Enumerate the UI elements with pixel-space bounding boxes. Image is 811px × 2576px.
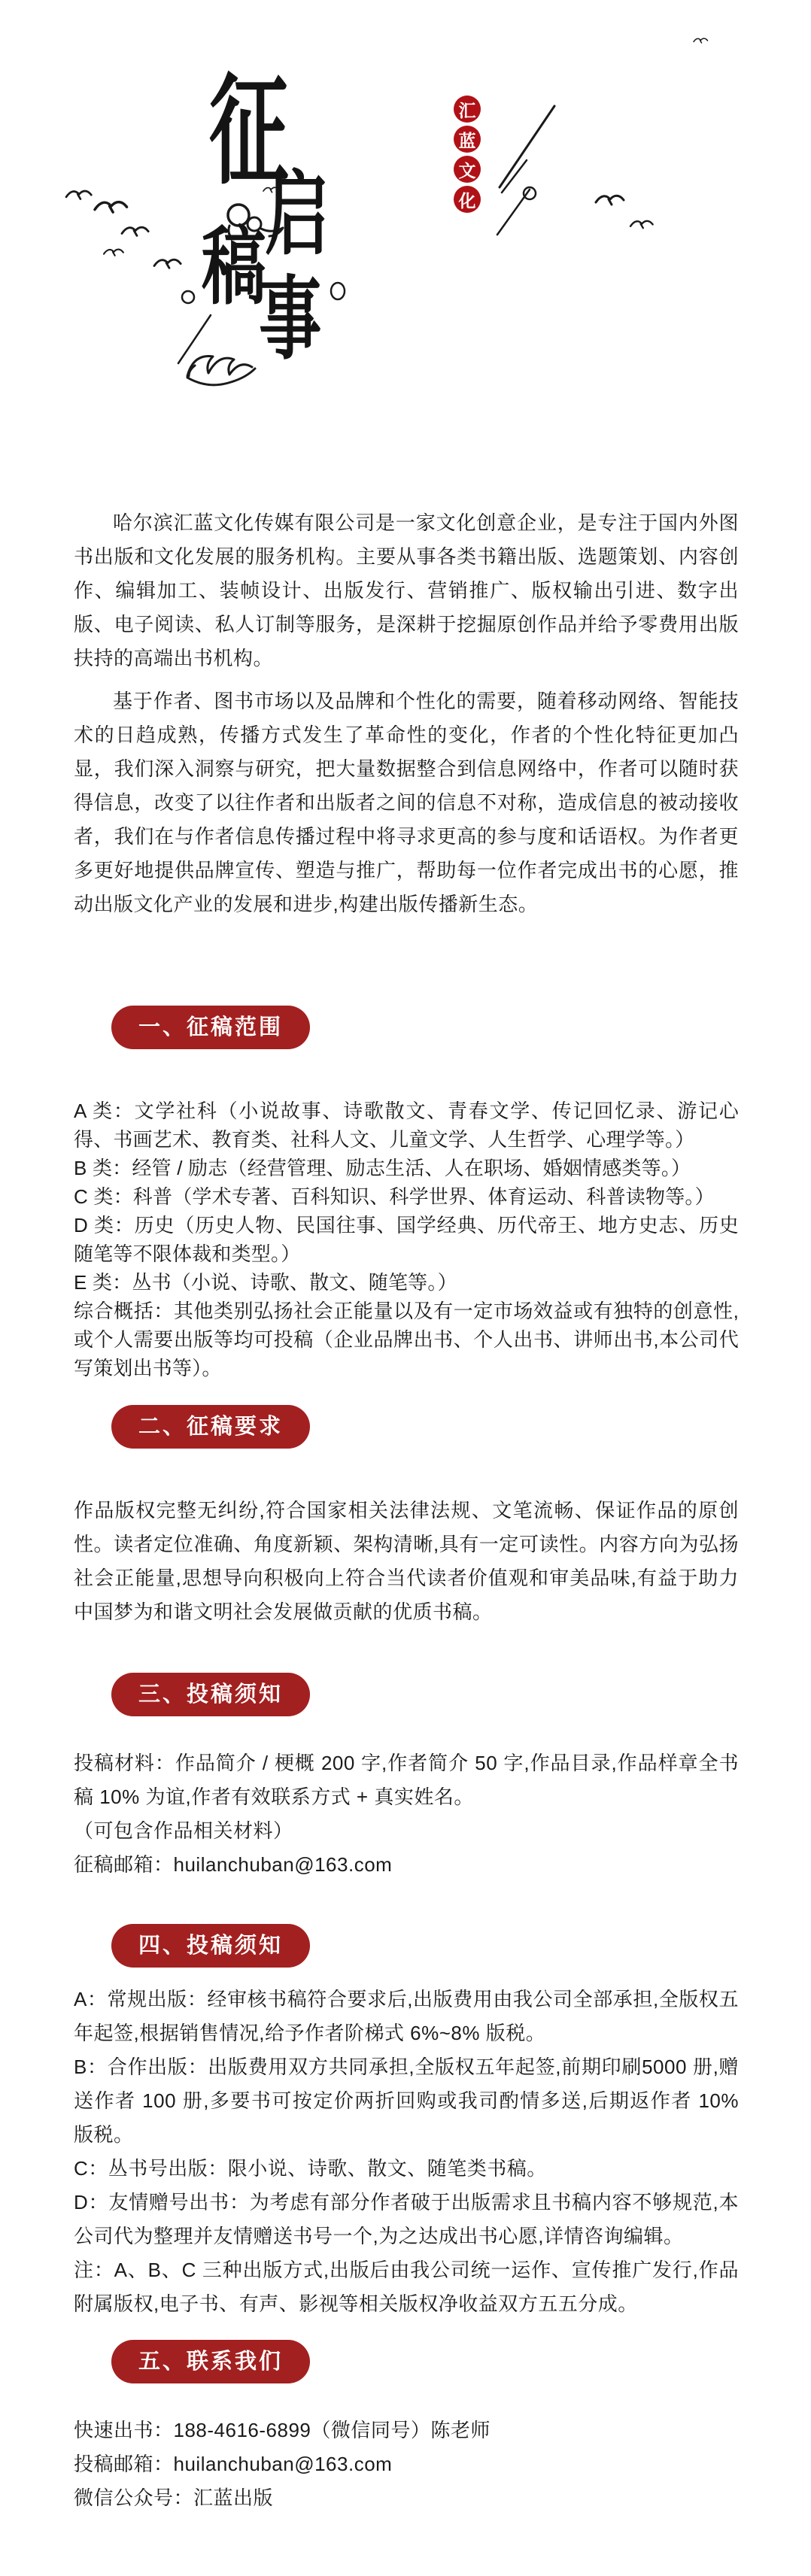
- bird-icon: [104, 250, 123, 256]
- scope-list: [74, 1097, 739, 1382]
- bird-icon: [596, 196, 624, 205]
- publishing-option-c: C：丛书号出版：限小说、诗歌、散文、随笔类书稿。: [74, 2157, 547, 2180]
- logo-char-badge: 化: [454, 186, 481, 213]
- logo-char-badge: 文: [454, 156, 481, 183]
- header-decoration-canvas: [0, 0, 811, 451]
- bird-icon: [122, 227, 148, 235]
- section-heading-submission: 三、投稿须知: [111, 1673, 310, 1716]
- circle-ornament: [331, 283, 345, 299]
- requirements-text: 作品版权完整无纠纷,符合国家相关法律法规、文笔流畅、保证作品的原创性。读者定位准确、角度新颖、架构清晰,具有一定可读性。内容方向为弘扬社会正能量,思想导向积极向上符合当代读者价值观和审美品味,有益于助力中国梦为和谐文明社会发展做贡献的优质书稿。: [74, 1499, 739, 1623]
- publishing-option-b: B：合作出版：出版费用双方共同承担,全版权五年起签,前期印刷5000 册,赠送作者 100 册,多要书可按定价两折回购或我司酌情多送,后期返作者 10% 版税。: [74, 2056, 739, 2146]
- logo-char-badge: 汇: [454, 96, 481, 123]
- scope-item-a: A 类：文学社科（小说故事、诗歌散文、青春文学、传记回忆录、游记心得、书画艺术、教育类、社科人文、儿童文学、人生哲学、心理学等。）: [74, 1100, 739, 1151]
- bird-icon: [630, 221, 653, 228]
- header-art: [0, 0, 811, 451]
- scope-item-c: C 类：科普（学术专著、百科知识、科学世界、体育运动、科普读物等。）: [74, 1185, 715, 1208]
- circle-ornament: [182, 291, 194, 303]
- submission-materials: 投稿材料：作品简介 / 梗概 200 字,作者简介 50 字,作品目录,作品样章全书稿 10% 为谊,作者有效联系方式 + 真实姓名。: [74, 1752, 739, 1808]
- logo-char-badge: 蓝: [454, 126, 481, 153]
- publishing-option-a: A：常规出版：经审核书稿符合要求后,出版费用由我公司全部承担,全版权五年起签,根据销售情况,给予作者阶梯式 6%~8% 版税。: [74, 1988, 739, 2044]
- publishing-option-d: D：友情赠号出书：为考虑有部分作者破于出版需求且书稿内容不够规范,本公司代为整理并友情赠送书号一个,为之达成出书心愿,详情咨询编辑。: [74, 2191, 739, 2247]
- title-char-gao: 稿: [202, 218, 266, 317]
- contact-block: [74, 2414, 739, 2515]
- scope-item-d: D 类：历史（历史人物、民国往事、国学经典、历代帝王、地方史志、历史随笔等不限体裁和类型。）: [74, 1214, 739, 1265]
- bird-icon: [95, 202, 127, 213]
- bird-icon: [694, 38, 708, 43]
- title-char-qi: 启: [265, 162, 330, 268]
- section-heading-publishing: 四、投稿须知: [111, 1924, 310, 1968]
- scope-item-b: B 类：经管 / 励志（经营管理、励志生活、人在职场、婚姻情感类等。）: [74, 1157, 691, 1179]
- submission-note: （可包含作品相关材料）: [74, 1819, 293, 1842]
- contact-email: 投稿邮箱：huilanchuban@163.com: [74, 2453, 393, 2475]
- section-heading-requirements: 二、征稿要求: [111, 1405, 310, 1449]
- submission-email: 征稿邮箱：huilanchuban@163.com: [74, 1853, 393, 1876]
- contact-wechat: 微信公众号：汇蓝出版: [74, 2486, 274, 2509]
- diagonal-line: [500, 106, 554, 187]
- wave-ornament: [187, 357, 255, 385]
- contact-phone: 快速出书：188-4616-6899（微信同号）陈老师: [74, 2419, 491, 2441]
- publishing-note: 注：A、B、C 三种出版方式,出版后由我公司统一运作、宣传推广发行,作品附属版权,电子书、有声、影视等相关版权净收益双方五五分成。: [74, 2259, 739, 2315]
- intro-paragraph-2: 基于作者、图书市场以及品牌和个性化的需要，随着移动网络、智能技术的日趋成熟，传播方式发生了革命性的变化，作者的个性化特征更加凸显，我们深入洞察与研究，把大量数据整合到信息网络中，作者可以随时获得信息，改变了以往作者和出版者之间的信息不对称，造成信息的被动接收者，我们在与作者信息传播过程中将寻求更高的参与度和话语权。为作者更多更好地提供品牌宣传、塑造与推广，帮助每一位作者完成出书的心愿，推动出版文化产业的发展和进步,构建出版传播新生态。: [74, 690, 739, 915]
- intro-paragraph-1: 哈尔滨汇蓝文化传媒有限公司是一家文化创意企业，是专注于国内外图书出版和文化发展的服务机构。主要从事各类书籍出版、选题策划、内容创作、编辑加工、装帧设计、出版发行、营销推广、版权输出引进、数字出版、电子阅读、私人订制等服务，是深耕于挖掘原创作品并给予零费用出版扶持的高端出书机构。: [74, 511, 739, 669]
- section-heading-scope: 一、征稿范围: [111, 1006, 310, 1049]
- scope-item-e: E 类：丛书（小说、诗歌、散文、随笔等。）: [74, 1271, 457, 1294]
- publishing-block: [74, 1983, 739, 2321]
- submission-block: [74, 1746, 739, 1882]
- title-char-shi: 事: [259, 265, 322, 373]
- bird-icon: [66, 191, 91, 199]
- bird-icon: [154, 259, 181, 268]
- title-char-zheng: 征: [209, 62, 289, 202]
- scope-item-summary: 综合概括：其他类别弘扬社会正能量以及有一定市场效益或有独特的创意性,或个人需要出版等均可投稿（企业品牌出书、个人出书、讲师出书,本公司代写策划出书等）。: [74, 1300, 739, 1379]
- section-heading-contact: 五、联系我们: [111, 2340, 310, 2383]
- logo-huilan-culture: [454, 96, 481, 216]
- poster-body: [0, 506, 811, 2542]
